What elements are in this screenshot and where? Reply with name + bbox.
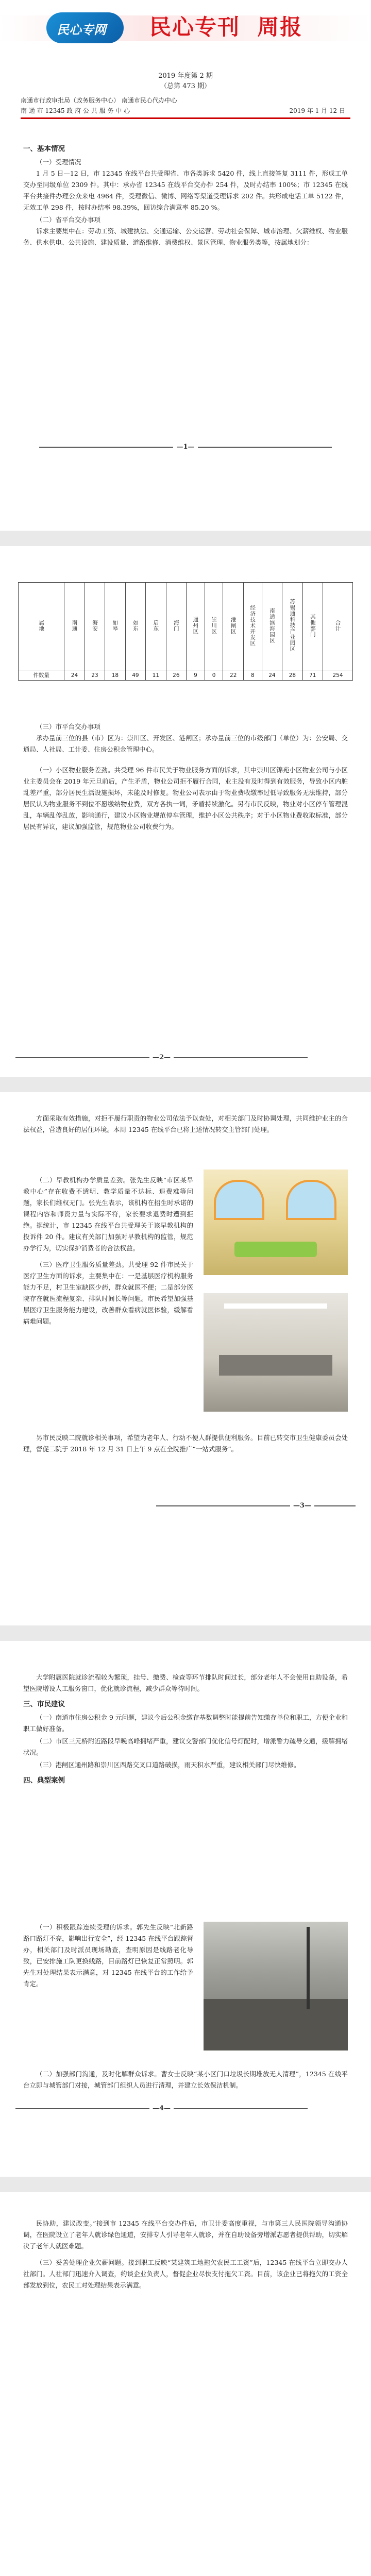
logo-text: 民心专网	[57, 23, 106, 37]
paragraph-property: （一）小区物业服务差劲。共受理 96 件市民关于物业服务方面的诉求，其中崇川区锦苑小区物业公司与小区业主委员会在 2019 年元旦前后，产生矛盾，物业公司拒不履行合同，业主没有及时得到有效服务，导致小区内脏乱差严重，部分居民生活设施损坏，未能及时修复。物业公司表示由于物业费收缴率过低导致服务无法维持，部分居民认为物业服务不到位不愿缴纳物业费，双方各执一词，矛盾持续激化。另有市民反映，物业对小区停车管理混乱，车辆乱停乱放，影响通行，建议小区物业规范停车管理，维护小区公共秩序；对于小区物业费收取标准，部分居民有异议，建议加强监管，规范物业公司收费行为。	[23, 766, 348, 831]
table-cell: 11	[146, 670, 166, 681]
page-number-value: 3	[299, 1502, 305, 1510]
pole-shape	[307, 1927, 310, 2009]
table-header-cell	[105, 583, 125, 670]
total-issue: （总第 473 期）	[160, 82, 211, 90]
header-label: 通州区	[192, 616, 199, 635]
page-number-3: —3—	[0, 1502, 371, 1510]
table-cell: 24	[64, 670, 85, 681]
table-cell: 18	[105, 670, 125, 681]
page-number-1: —1—	[0, 443, 371, 451]
classroom-photo	[204, 1170, 348, 1275]
table-header-cell	[85, 583, 105, 670]
header-label: 属地	[38, 619, 45, 632]
table-header-cell	[205, 583, 223, 670]
issue-number: 2019 年度第 2 期	[158, 72, 213, 80]
paragraph-medical: （三）医疗卫生服务质量差劲。共受理 92 件市民关于医疗卫生方面的诉求，主要集中在：一是基层医疗机构服务能力不足，村卫生室缺医少药，群众就医不便；二是部分医院存在就医流程复杂、排队时间长等问题。市民希望加强基层医疗卫生服务能力建设，改善群众看病就医体验，缓解看病难问题。	[23, 1261, 193, 1325]
paragraph-early-education: （二）早教机构办学质量差劲。张先生反映“市区某早教中心”存在收费不透明、教学质量不达标、退费难等问题，家长们维权无门。张先生表示，该机构在招生时承诺的课程内容和师资力量与实际不符，家长要求退费时遭到拒绝。据统计，市 12345 在线平台共受理关于该早教机构的投诉件 20 件。建议有关部门加强对早教机构的监管，规范办学行为，切实保护消费者的合法权益。	[23, 1176, 193, 1252]
paragraph-city: 承办量前三位的县（市）区为：崇川区、开发区、港闸区；承办量前三位的市级部门（单位）为：公安局、交通局、人社局、工计委、住房公积金管理中心。	[23, 734, 348, 753]
statistics-table-wrapper	[0, 582, 371, 681]
page-4-body-2	[23, 2069, 348, 2092]
row-label-cell: 件数量	[19, 670, 64, 681]
table-header-cell	[323, 583, 353, 670]
counter-shape	[219, 1355, 332, 1376]
page-number-value: 4	[159, 2105, 164, 2112]
section-suggestions-heading: 三、市民建议	[23, 1700, 65, 1708]
page-number-value: 2	[159, 1054, 164, 1061]
table-cell: 49	[125, 670, 145, 681]
page-4-body	[23, 1672, 348, 1788]
header-label: 苏锡通科技产业园区	[289, 599, 296, 652]
waiting-room-photo	[204, 1293, 348, 1412]
suggestion-3: （三）港闸区通州路和崇川区西路交叉口道路破损，雨天积水严重，建议相关部门尽快维修。	[36, 1761, 300, 1769]
table-header-cell	[125, 583, 145, 670]
section-basic-info-heading: 一、基本情况	[23, 145, 65, 153]
table-row	[19, 670, 353, 681]
page-number-value: 1	[183, 443, 188, 451]
table-cell: 71	[302, 670, 323, 681]
paragraph-case-cont: 民协助，建议改变。”接到市 12345 在线平台交办件后，市卫计委高度重视，与市第三人民医院领导沟通协调，在医院设立了老年人就诊绿色通道，安排专人引导老年人就诊，并在自助设备旁增派志愿者提供帮助，切实解决了老年人就医难题。	[23, 2219, 348, 2250]
table-header-cell	[64, 583, 85, 670]
subsection-provincial-heading: （二）省平台交办事项	[36, 216, 101, 224]
case-3: （三）妥善处理企业欠薪问题。接到职工反映“某建筑工地拖欠农民工工资”后，12345 在线平台立即交办人社部门。人社部门迅速介入调查，约谈企业负责人，督促企业尽快支付拖欠工资。目前，该企业已将拖欠的工资全部发放到位，农民工对处理结果表示满意。	[23, 2259, 348, 2289]
org-line-2: 南 通 市 12345 政 府 公 共 服 务 中 心	[21, 107, 130, 114]
paragraph-property-cont: 方面采取有效措施，对拒不履行职责的物业公司依法予以查处，对相关部门及时协调处理，共同维护业主的合法权益，营造良好的居住环境。本周 12345 在线平台已将上述情况转交主管部门处理。	[23, 1114, 348, 1133]
table-header-cell	[146, 583, 166, 670]
case-1: （一）积极跟踪连续受理的诉求。郭先生反映“北新路路口路灯不亮，影响出行安全”，经 12345 在线平台跟踪督办，相关部门及时派员现场勘查，查明原因是线路老化导致，已安排施工队更换线路，目前路灯已恢复正常照明。郭先生对处理结果表示满意，对 12345 在线平台的工作给予肯定。	[23, 1923, 193, 1988]
header-label: 南通滨海园区	[268, 607, 275, 643]
header-label: 经济技术开发区	[249, 604, 256, 647]
page-4	[0, 1641, 371, 2177]
table-header-cell	[243, 583, 262, 670]
table-cell: 22	[223, 670, 243, 681]
header-label: 其他部门	[309, 614, 316, 637]
page-3	[0, 1092, 371, 1625]
issue-date: 2019 年 1 月 12 日	[289, 107, 345, 114]
page-2-body	[23, 721, 348, 834]
paragraph-acceptance: 1 月 5 日—12 日，市 12345 在线平台共受理省、市各类诉求 5420 件，线上直接答复 3111 件，形成工单交办至同级单位 2309 件。其中：承办省 12345 在线平台交办件 254 件，及时办结率 100%；市 12345 在线平台共接件办理公众来电 4964 件，受理微信、微博、网络等渠道受理诉求 202 件。共形成电话工单 5122 件，无效工单 298 件，按时办结率 98.39%，回访综合满意率 85.20 %。	[23, 170, 348, 211]
page-4-col	[23, 1922, 193, 1991]
page-2	[0, 546, 371, 1077]
page-1	[0, 0, 371, 531]
table-cell: 0	[205, 670, 223, 681]
org-line-1: 南通市行政审批局（政务服务中心） 南通市民心代办中心	[21, 97, 177, 104]
paragraph-hospital-cont: 大学附属医院就诊流程较为繁琐，挂号、缴费、检查等环节排队时间过长，部分老年人不会使用自助设备，希望医院增设人工服务窗口，优化就诊流程，减少群众等待时间。	[23, 1673, 348, 1692]
page-number-2: —2—	[0, 1054, 371, 1061]
table-cell: 24	[262, 670, 282, 681]
page-3-col	[23, 1175, 193, 1328]
masthead-title: 民心专刊 周报	[149, 14, 303, 40]
header-label: 如东	[132, 619, 139, 632]
street-photo	[204, 1922, 348, 2050]
page-5-body	[23, 2218, 348, 2292]
header-label: 港闸区	[230, 616, 237, 635]
table-cell: 254	[323, 670, 353, 681]
subsection-acceptance-heading: （一）受理情况	[36, 158, 81, 166]
paragraph-hospital: 另市民反映二院就诊相关事项，希望为老年人、行动不便人群提供便利服务。目前已转交市卫生健康委员会处理，督促二院于 2018 年 12 月 31 日上午 9 点在全院推广“一站式服务”。	[23, 1434, 348, 1453]
window-shape	[286, 1180, 336, 1220]
paragraph-provincial: 诉求主要集中在：劳动工资、城建执法、交通运输、公交运营、劳动社会保障、城市治理、欠薪维权、物业服务、供水供电、公共设施、建设质量、道路维修、消费维权、景区管理、物业服务类等，按属地划分：	[23, 227, 348, 246]
table-header-cell	[166, 583, 186, 670]
table-header-cell	[187, 583, 205, 670]
page-5	[0, 2192, 371, 2576]
header-label: 海门	[173, 619, 179, 632]
table-shape	[234, 1242, 317, 1257]
masthead-divider	[21, 117, 350, 119]
ceiling-light-shape	[224, 1303, 327, 1309]
table-cell: 26	[166, 670, 186, 681]
table-header-cell	[302, 583, 323, 670]
table-cell: 23	[85, 670, 105, 681]
window-shape	[214, 1180, 264, 1220]
road-shape	[204, 1999, 348, 2050]
header-label: 如皋	[112, 619, 119, 632]
table-header-cell	[262, 583, 282, 670]
header-label: 南通	[71, 619, 78, 632]
table-header-cell	[19, 583, 64, 670]
header-label: 合计	[334, 619, 341, 632]
page-1-body	[23, 139, 348, 249]
case-2: （二）加强部门沟通，及时化解群众诉求。曹女士反映“某小区门口垃圾长期堆放无人清理”，12345 在线平台立即与城管部门对接，城管部门组织人员进行清理，并建立长效保洁机制。	[23, 2070, 348, 2089]
suggestion-1: （一）南通市住房公积金 9 元问题，建议今后公积金缴存基数调整时能提前告知缴存单位和职工，方便企业和职工做好准备。	[23, 1714, 348, 1733]
table-header-row	[19, 583, 353, 670]
page-3-body	[23, 1113, 348, 1137]
table-cell: 9	[187, 670, 205, 681]
masthead	[0, 0, 371, 62]
header-label: 崇川区	[211, 616, 217, 635]
page-3-body-2	[23, 1432, 348, 1456]
subsection-city-heading: （三）市平台交办事项	[36, 723, 101, 731]
section-cases-heading: 四、典型案例	[23, 1776, 65, 1785]
suggestion-2: （二）市区三元桥附近路段早晚高峰拥堵严重，建议交警部门优化信号灯配时，增派警力疏导交通，缓解拥堵状况。	[23, 1737, 348, 1756]
header-label: 海安	[91, 619, 98, 632]
table-cell: 28	[282, 670, 302, 681]
statistics-table	[18, 582, 353, 681]
page-number-4: —4—	[0, 2105, 371, 2112]
table-header-cell	[282, 583, 302, 670]
table-header-cell	[223, 583, 243, 670]
table-cell: 8	[243, 670, 262, 681]
header-label: 启东	[153, 619, 159, 632]
